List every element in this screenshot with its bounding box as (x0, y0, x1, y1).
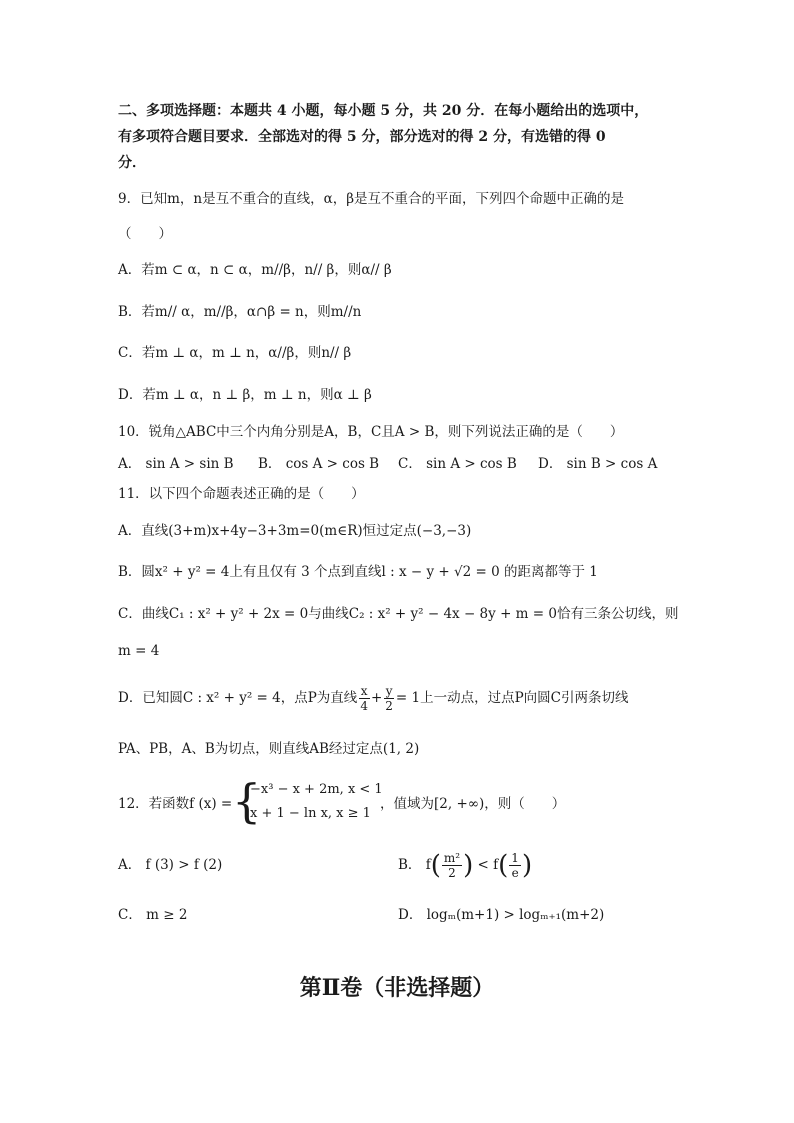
q9-answer-paren: （ ） (118, 226, 172, 242)
right-paren: ) (463, 850, 474, 881)
q11-d-post: = 1上一动点，过点P向圆C引两条切线 (395, 690, 629, 706)
left-paren: ( (430, 850, 441, 881)
q11-stem: 11．以下四个命题表述正确的是（ ） (118, 486, 365, 502)
q9-stem: 9．已知m，n是互不重合的直线，α，β是互不重合的平面，下列四个命题中正确的是 (118, 191, 625, 207)
q9-option-c: C．若m ⊥ α，m ⊥ n，α//β，则n// β (118, 345, 352, 361)
frac-denominator: e (511, 866, 519, 880)
frac-numerator: x (360, 684, 368, 698)
q12-b-mid: < f (477, 857, 499, 873)
frac-denominator: 2 (385, 699, 393, 713)
q12-case1: −x³ − x + 2m, x < 1 (250, 782, 383, 797)
plus-sign: + (370, 690, 383, 706)
q12-option-b (398, 843, 532, 887)
frac-numerator: m² (443, 851, 461, 865)
q12-case2: x + 1 − ln x, x ≥ 1 (250, 806, 371, 821)
q10-option-b: B． cos A > cos B (258, 456, 380, 472)
q10-option-d: D． sin B > cos A (538, 456, 658, 472)
section-header-line2: 有多项符合题目要求．全部选对的得 5 分，部分选对的得 2 分，有选错的得 0 (118, 129, 606, 145)
q11-d-fraction-x (358, 684, 370, 713)
q10-stem: 10．锐角△ABC中三个内角分别是A，B，C且A > B，则下列说法正确的是（ ） (118, 424, 624, 440)
right-paren: ) (521, 850, 533, 881)
frac-numerator: y (385, 684, 393, 698)
q11-option-c-line1: C．曲线C₁ : x² + y² + 2x = 0与曲线C₂ : x² + y² − 4x − 8y + m = 0恰有三条公切线，则 (118, 606, 679, 622)
left-paren: ( (498, 850, 509, 881)
q11-option-d-line2: PA、PB，A、B为切点，则直线AB经过定点(1, 2) (118, 741, 420, 757)
q11-option-b: B．圆x² + y² = 4上有且仅有 3 个点到直线l : x − y + √2 = 0 的距离都等于 1 (118, 564, 598, 580)
section-header-line1: 二、多项选择题：本题共 4 小题，每小题 5 分，共 20 分．在每小题给出的选项中， (118, 103, 649, 119)
section-header-line3: 分． (118, 155, 146, 171)
frac-denominator: 2 (448, 866, 456, 880)
q12-option-a: A． f (3) > f (2) (118, 857, 223, 873)
q10-option-a: A． sin A > sin B (118, 456, 234, 472)
frac-numerator: 1 (511, 851, 519, 865)
q10-option-c: C． sin A > cos B (398, 456, 517, 472)
q12-option-c: C． m ≥ 2 (118, 907, 188, 923)
q9-option-d: D．若m ⊥ α，n ⊥ β，m ⊥ n，则α ⊥ β (118, 387, 372, 403)
q12-brace: { (232, 774, 262, 828)
q9-option-a: A．若m ⊂ α，n ⊂ α，m//β，n// β，则α// β (118, 262, 392, 278)
q11-option-d-line1 (118, 682, 629, 714)
q11-option-c-line2: m = 4 (118, 643, 160, 659)
q12-stem-post: ，值域为[2, +∞)，则（ ） (380, 796, 566, 812)
q12-stem-pre: 12．若函数f (x) = (118, 796, 233, 812)
q9-option-b: B．若m// α，m//β，α∩β = n，则m//n (118, 304, 362, 320)
part-two-heading: 第Ⅱ卷（非选择题） (299, 975, 495, 1001)
q11-option-a: A．直线(3+m)x+4y−3+3m=0(m∈R)恒过定点(−3,−3) (118, 523, 472, 539)
q12-option-d: D． logₘ(m+1) > logₘ₊₁(m+2) (398, 907, 605, 923)
q12-b-pre: B． f (398, 857, 431, 873)
q12-b-fraction2 (509, 851, 521, 880)
q12-b-fraction1 (442, 851, 462, 880)
frac-denominator: 4 (360, 699, 368, 713)
q11-d-fraction-y (383, 684, 395, 713)
q11-d-pre: D．已知圆C : x² + y² = 4，点P为直线 (118, 690, 358, 706)
